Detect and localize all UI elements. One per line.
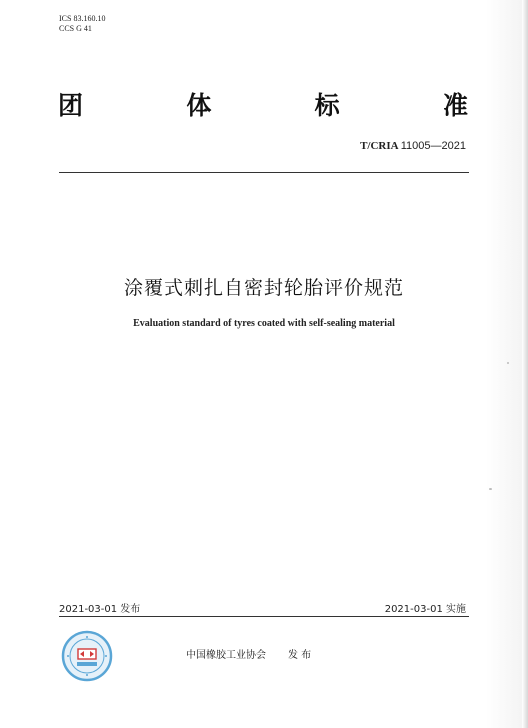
association-seal-icon	[61, 630, 113, 682]
bottom-divider	[59, 616, 469, 617]
implementation-date: 2021-03-01 实施	[384, 604, 466, 615]
publisher-action: 发 布	[288, 650, 312, 661]
publication-date: 2021-03-01 发布	[59, 604, 141, 615]
ccs-code: CCS G 41	[59, 24, 92, 33]
paper-speck	[507, 362, 509, 364]
ics-code: ICS 83.160.10	[59, 14, 106, 23]
document-type-heading	[58, 86, 468, 122]
doc-type-char-4: 准	[442, 91, 468, 120]
publisher-line	[186, 646, 311, 661]
standard-number	[360, 140, 466, 152]
doc-type-char-3: 标	[314, 91, 340, 120]
doc-type-char-2: 体	[186, 91, 212, 120]
paper-speck	[489, 488, 492, 490]
page-edge-shadow	[522, 0, 528, 728]
publisher-name: 中国橡胶工业协会	[186, 650, 266, 661]
doc-type-char-1: 团	[58, 91, 84, 120]
top-divider	[59, 172, 469, 173]
title-english: Evaluation standard of tyres coated with self-sealing material	[133, 318, 395, 329]
title-chinese: 涂覆式刺扎自密封轮胎评价规范	[123, 277, 404, 299]
classification-codes	[59, 14, 105, 34]
standard-code: 11005—2021	[400, 140, 466, 152]
standard-prefix: T/CRIA	[360, 140, 398, 152]
